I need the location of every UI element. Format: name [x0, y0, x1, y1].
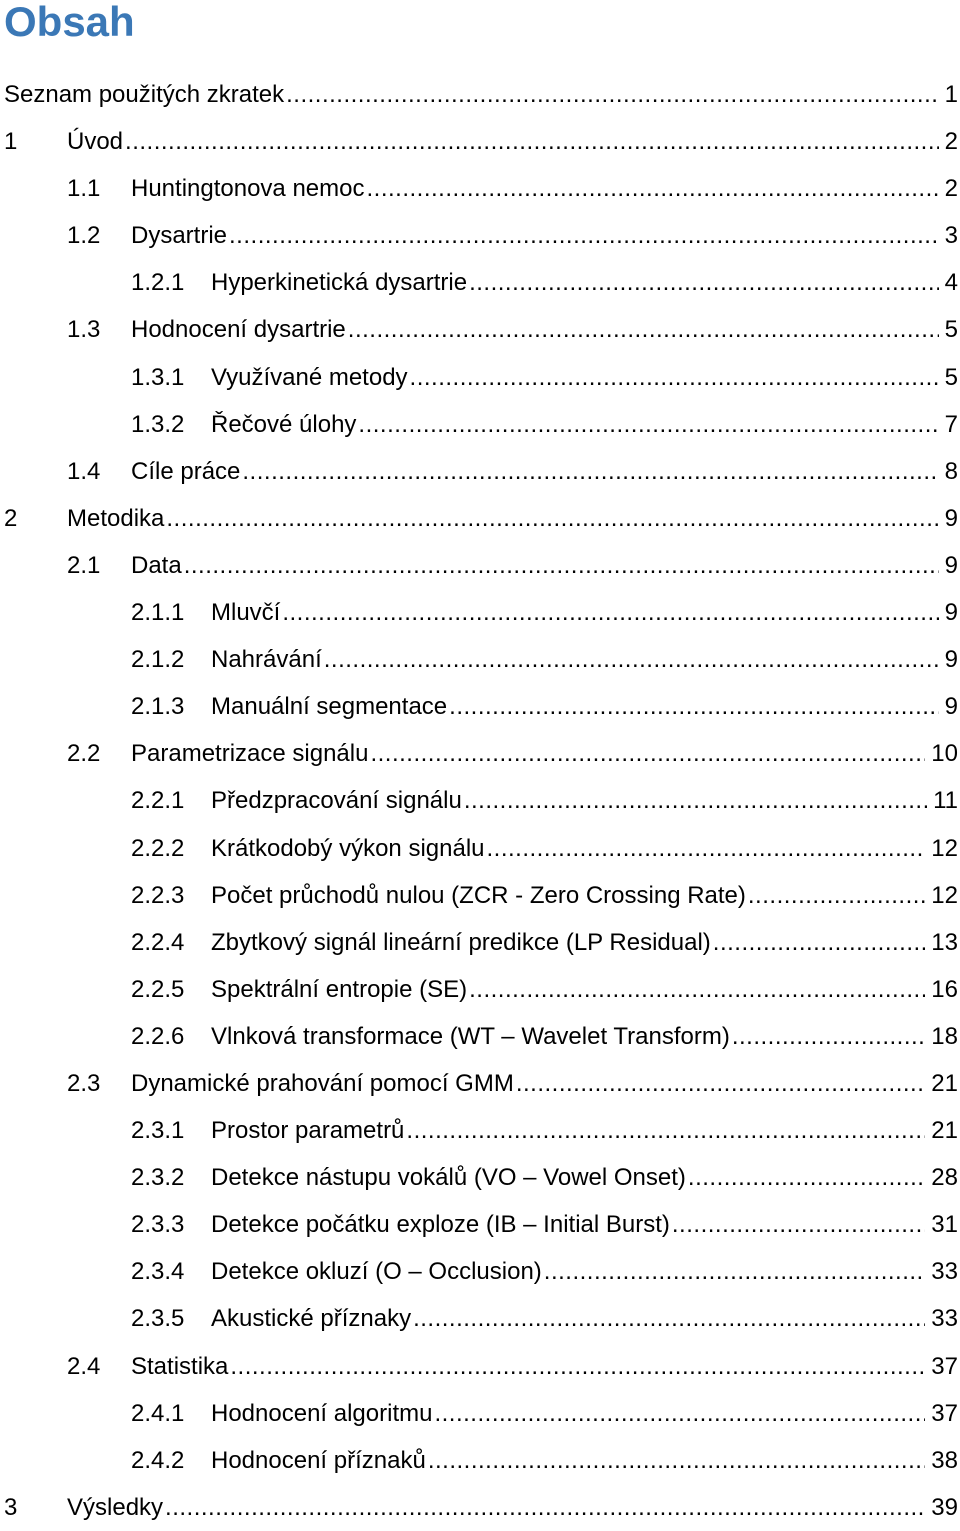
toc-entry-number: 2.3.5 [131, 1305, 185, 1333]
toc-entry-line [67, 118, 960, 165]
toc-entry-page-number: 4 [944, 269, 958, 297]
toc-entry-number: 2.1.3 [131, 693, 185, 721]
toc-entry-title[interactable]: Dynamické prahování pomocí GMM [131, 1069, 514, 1097]
toc-entry-line [211, 1295, 960, 1342]
toc-entry-title[interactable]: Parametrizace signálu [131, 740, 369, 768]
toc-entry-page-number: 9 [944, 551, 958, 579]
toc-entry[interactable] [0, 636, 960, 683]
toc-entry-line [131, 542, 960, 589]
toc-entry-line [67, 1484, 960, 1531]
toc-entry[interactable] [0, 1390, 960, 1437]
toc-entry-line [131, 448, 960, 495]
toc-entry[interactable] [0, 919, 960, 966]
toc-dot-leader [348, 306, 939, 353]
toc-entry-number: 1.1 [67, 175, 101, 203]
toc-dot-leader [413, 1295, 925, 1342]
toc-entry-title[interactable]: Akustické příznaky [211, 1305, 412, 1333]
toc-entry[interactable] [0, 1060, 960, 1107]
toc-entry-title[interactable]: Seznam použitých zkratek [4, 81, 285, 108]
toc-entry-page-number: 33 [931, 1258, 958, 1286]
toc-entry-title[interactable]: Výsledky [67, 1493, 164, 1521]
toc-entry[interactable] [0, 1201, 960, 1248]
toc-entry-line [211, 1013, 960, 1060]
toc-entry-page-number: 10 [931, 740, 958, 768]
toc-entry-title[interactable]: Využívané metody [211, 363, 408, 391]
toc-entry-number: 2.2.3 [131, 881, 185, 909]
toc-dot-leader [230, 1343, 925, 1390]
toc-entry-page-number: 12 [931, 881, 958, 909]
toc-entry-page-number: 28 [931, 1164, 958, 1192]
toc-entry-title[interactable]: Detekce počátku exploze (IB – Initial Burst) [211, 1211, 670, 1239]
toc-entry-line [131, 212, 960, 259]
toc-entry-page-number: 2 [944, 128, 958, 156]
toc-entry-line [211, 1390, 960, 1437]
toc-entry[interactable] [0, 1484, 960, 1531]
toc-dot-leader [410, 354, 939, 401]
toc-dot-leader [184, 542, 939, 589]
toc-entry-number: 2 [4, 504, 18, 532]
toc-entry[interactable] [0, 306, 960, 353]
toc-entry-line [131, 165, 960, 212]
toc-entry-line [211, 401, 960, 448]
toc-entry-number: 2.2.1 [131, 787, 185, 815]
toc-entry-number: 2.2.5 [131, 975, 185, 1003]
toc-entry-line [211, 683, 960, 730]
toc-entry-page-number: 9 [944, 693, 958, 721]
toc-entry-line [211, 919, 960, 966]
toc-entry[interactable] [0, 259, 960, 306]
toc-entry-page-number: 38 [931, 1446, 958, 1474]
toc-dot-leader [165, 1484, 925, 1531]
toc-entry-number: 1.2 [67, 222, 101, 250]
toc-entry-number: 1 [4, 128, 18, 156]
toc-entry-title[interactable]: Krátkodobý výkon signálu [211, 834, 485, 862]
toc-entry-page-number: 11 [933, 787, 958, 815]
toc-entry-page-number: 3 [944, 222, 958, 250]
toc-entry-line [211, 1154, 960, 1201]
toc-entry-line [211, 966, 960, 1013]
toc-dot-leader [748, 872, 925, 919]
toc-dot-leader [434, 1390, 925, 1437]
toc-entry-number: 1.2.1 [131, 269, 185, 297]
toc-entry[interactable] [0, 1248, 960, 1295]
toc-entry[interactable] [0, 1295, 960, 1342]
toc-entry-page-number: 16 [931, 975, 958, 1003]
toc-entry-title[interactable]: Mluvčí [211, 599, 281, 627]
toc-entry[interactable] [0, 825, 960, 872]
toc-entry-title[interactable]: Hyperkinetická dysartrie [211, 269, 468, 297]
toc-entry-page-number: 37 [931, 1352, 958, 1380]
toc-entry-number: 2.2.4 [131, 928, 185, 956]
table-of-contents [0, 71, 960, 1531]
toc-entry-line [211, 589, 960, 636]
toc-entry-number: 1.4 [67, 457, 101, 485]
toc-dot-leader [672, 1201, 925, 1248]
toc-entry-title[interactable]: Hodnocení algoritmu [211, 1399, 433, 1427]
toc-entry-number: 2.4.1 [131, 1399, 185, 1427]
toc-entry-page-number: 39 [931, 1493, 958, 1521]
toc-entry[interactable] [0, 495, 960, 542]
toc-entry-number: 2.1 [67, 551, 101, 579]
toc-dot-leader [366, 165, 938, 212]
toc-entry-line [211, 825, 960, 872]
toc-dot-leader [487, 825, 926, 872]
toc-entry[interactable] [0, 1437, 960, 1484]
toc-entry-page-number: 2 [944, 175, 958, 203]
toc-entry[interactable] [0, 730, 960, 777]
toc-entry-page-number: 8 [944, 457, 958, 485]
toc-entry-title[interactable]: Huntingtonova nemoc [131, 175, 365, 203]
toc-entry-number: 2.3 [67, 1069, 101, 1097]
toc-entry-title[interactable]: Manuální segmentace [211, 693, 448, 721]
toc-entry-line [211, 354, 960, 401]
toc-dot-leader [464, 777, 927, 824]
toc-entry-page-number: 12 [931, 834, 958, 862]
toc-dot-leader [688, 1154, 925, 1201]
toc-dot-leader [544, 1248, 926, 1295]
toc-entry-title[interactable]: Hodnocení příznaků [211, 1446, 426, 1474]
toc-entry-line [211, 872, 960, 919]
toc-entry-title[interactable]: Zbytkový signál lineární predikce (LP Residual) [211, 928, 711, 956]
toc-entry[interactable] [0, 71, 960, 118]
toc-entry[interactable] [0, 354, 960, 401]
toc-entry-number: 2.4.2 [131, 1446, 185, 1474]
toc-entry-page-number: 7 [944, 410, 958, 438]
toc-entry-number: 2.3.1 [131, 1117, 185, 1145]
toc-entry[interactable] [0, 118, 960, 165]
toc-entry-page-number: 21 [931, 1117, 958, 1145]
toc-entry[interactable] [0, 683, 960, 730]
toc-entry[interactable] [0, 1013, 960, 1060]
toc-dot-leader [469, 259, 939, 306]
toc-entry[interactable] [0, 401, 960, 448]
toc-entry-title[interactable]: Počet průchodů nulou (ZCR - Zero Crossing Rate) [211, 881, 746, 909]
toc-entry-title[interactable]: Vlnková transformace (WT – Wavelet Transform) [211, 1022, 730, 1050]
toc-entry-number: 2.2.2 [131, 834, 185, 862]
toc-entry-page-number: 37 [931, 1399, 958, 1427]
toc-entry-page-number: 31 [931, 1211, 958, 1239]
toc-entry-title[interactable]: Hodnocení dysartrie [131, 316, 346, 344]
toc-entry-line [211, 777, 960, 824]
toc-dot-leader [286, 71, 939, 118]
toc-dot-leader [370, 730, 925, 777]
toc-entry[interactable] [0, 589, 960, 636]
toc-entry-title[interactable]: Detekce okluzí (O – Occlusion) [211, 1258, 542, 1286]
toc-dot-leader [324, 636, 939, 683]
toc-entry-line [211, 636, 960, 683]
toc-entry-line [211, 259, 960, 306]
toc-dot-leader [713, 919, 926, 966]
toc-entry-line [211, 1107, 960, 1154]
toc-entry-title[interactable]: Detekce nástupu vokálů (VO – Vowel Onset) [211, 1164, 686, 1192]
toc-dot-leader [732, 1013, 925, 1060]
toc-entry[interactable] [0, 966, 960, 1013]
toc-entry-title[interactable]: Úvod [67, 128, 124, 156]
toc-entry-page-number: 21 [931, 1069, 958, 1097]
toc-entry-line [131, 1343, 960, 1390]
toc-entry-title[interactable]: Dysartrie [131, 222, 228, 250]
toc-entry-page-number: 5 [944, 316, 958, 344]
toc-entry-page-number: 9 [944, 504, 958, 532]
toc-entry[interactable] [0, 165, 960, 212]
toc-dot-leader [166, 495, 938, 542]
toc-dot-leader [125, 118, 939, 165]
toc-entry-number: 2.3.4 [131, 1258, 185, 1286]
toc-entry-line [211, 1248, 960, 1295]
toc-entry-title[interactable]: Prostor parametrů [211, 1117, 405, 1145]
toc-entry-title[interactable]: Statistika [131, 1352, 229, 1380]
toc-entry[interactable] [0, 1107, 960, 1154]
toc-entry-number: 2.2 [67, 740, 101, 768]
toc-dot-leader [282, 589, 938, 636]
toc-entry[interactable] [0, 212, 960, 259]
toc-entry-number: 2.1.2 [131, 646, 185, 674]
toc-entry-number: 1.3.2 [131, 410, 185, 438]
toc-entry[interactable] [0, 542, 960, 589]
toc-entry-number: 2.4 [67, 1352, 101, 1380]
toc-entry-line [211, 1201, 960, 1248]
toc-entry-number: 3 [4, 1493, 18, 1521]
toc-entry-page-number: 18 [931, 1022, 958, 1050]
toc-entry[interactable] [0, 1154, 960, 1201]
toc-dot-leader [406, 1107, 925, 1154]
toc-entry-number: 1.3.1 [131, 363, 185, 391]
page-title: Obsah [4, 0, 135, 45]
toc-entry-title[interactable]: Nahrávání [211, 646, 322, 674]
toc-entry-line [67, 495, 960, 542]
toc-entry[interactable] [0, 448, 960, 495]
toc-entry-line [211, 1437, 960, 1484]
toc-entry[interactable] [0, 777, 960, 824]
toc-dot-leader [449, 683, 938, 730]
toc-entry-page-number: 9 [944, 646, 958, 674]
toc-entry-title[interactable]: Metodika [67, 504, 165, 532]
toc-entry-line [131, 1060, 960, 1107]
toc-entry-line [131, 730, 960, 777]
toc-entry-line [4, 71, 960, 118]
toc-entry-page-number: 13 [931, 928, 958, 956]
toc-entry-number: 1.3 [67, 316, 101, 344]
toc-dot-leader [358, 401, 938, 448]
toc-entry-page-number: 33 [931, 1305, 958, 1333]
toc-entry-number: 2.2.6 [131, 1022, 185, 1050]
toc-entry-title[interactable]: Data [131, 551, 182, 579]
toc-entry-number: 2.1.1 [131, 599, 185, 627]
toc-dot-leader [242, 448, 938, 495]
toc-dot-leader [469, 966, 925, 1013]
toc-entry-title[interactable]: Předzpracování signálu [211, 787, 462, 815]
toc-dot-leader [516, 1060, 925, 1107]
toc-entry-number: 2.3.2 [131, 1164, 185, 1192]
toc-dot-leader [428, 1437, 925, 1484]
toc-dot-leader [229, 212, 939, 259]
toc-entry-number: 2.3.3 [131, 1211, 185, 1239]
toc-entry[interactable] [0, 1343, 960, 1390]
toc-entry-page-number: 1 [944, 81, 958, 108]
toc-entry-title[interactable]: Cíle práce [131, 457, 241, 485]
toc-entry[interactable] [0, 872, 960, 919]
toc-entry-title[interactable]: Spektrální entropie (SE) [211, 975, 468, 1003]
toc-entry-page-number: 9 [944, 599, 958, 627]
toc-entry-title[interactable]: Řečové úlohy [211, 410, 357, 438]
toc-entry-page-number: 5 [944, 363, 958, 391]
toc-entry-line [131, 306, 960, 353]
